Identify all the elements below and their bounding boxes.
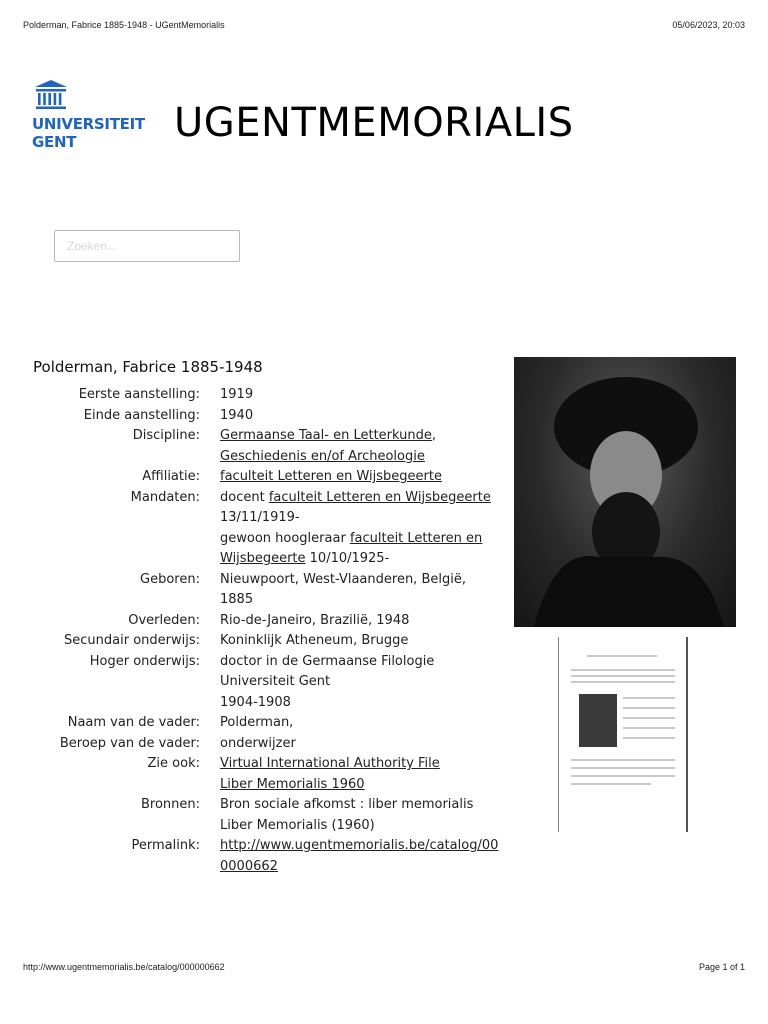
scan-text-line — [571, 675, 675, 677]
field-value-mandaten — [220, 488, 500, 570]
discipline-link-geschiedenis[interactable]: Geschiedenis en/of Archeologie — [220, 448, 425, 464]
print-footer-page: Page 1 of 1 — [698, 962, 745, 972]
field-value-bronnen — [220, 795, 500, 836]
field-value-beroep-vader: onderwijzer — [220, 735, 296, 751]
portrait-photo — [514, 357, 736, 627]
hoger-institution: Universiteit Gent — [220, 674, 331, 689]
print-footer-url: http://www.ugentmemorialis.be/catalog/000000662 — [23, 962, 225, 972]
record-fields — [40, 385, 500, 877]
field-row-hoger — [40, 652, 500, 714]
field-row-beroep-vader — [40, 734, 500, 755]
scan-text-line — [571, 775, 675, 777]
university-logo[interactable] — [32, 79, 145, 153]
field-row-permalink — [40, 836, 500, 877]
field-value-affiliatie — [220, 467, 500, 488]
bron-item: Liber Memorialis (1960) — [220, 817, 375, 833]
scan-text-line — [571, 767, 675, 769]
field-label: Einde aanstelling: — [83, 407, 200, 423]
scan-portrait — [579, 694, 617, 747]
discipline-link-germaanse[interactable]: Germaanse Taal- en Letterkunde — [220, 428, 432, 443]
permalink-link[interactable]: http://www.ugentmemorialis.be/catalog/000000662 — [220, 838, 499, 874]
field-label: Affiliatie: — [142, 469, 200, 484]
field-label: Secundair onderwijs: — [64, 633, 200, 648]
field-row-mandaten — [40, 488, 500, 570]
field-label: Eerste aanstelling: — [78, 387, 200, 402]
scan-text-line — [571, 681, 675, 683]
field-value-geboren: Nieuwpoort, West-Vlaanderen, België, 1885 — [220, 571, 466, 607]
logo-text-universiteit: UNIVERSITEIT — [32, 115, 145, 133]
field-value-secundair: Koninklijk Atheneum, Brugge — [220, 633, 409, 648]
print-footer — [23, 962, 745, 972]
hoger-period: 1904-1908 — [220, 694, 291, 710]
mandaat-date: 13/11/1919- — [220, 510, 300, 525]
search-input[interactable] — [54, 230, 240, 262]
field-value-hoger — [220, 652, 500, 714]
university-building-icon — [34, 79, 68, 111]
field-value-einde-aanstelling: 1940 — [220, 407, 254, 423]
field-row-geboren — [40, 570, 500, 611]
field-value-zie-ook — [220, 754, 500, 795]
logo-text-gent: GENT — [32, 133, 77, 151]
field-label: Discipline: — [132, 428, 200, 443]
liber-memorialis-link[interactable]: Liber Memorialis 1960 — [220, 776, 365, 792]
print-header — [23, 20, 745, 30]
bron-item: Bron sociale afkomst : liber memorialis — [220, 797, 474, 812]
print-header-datetime: 05/06/2023, 20:03 — [672, 20, 745, 30]
field-value-permalink — [220, 836, 500, 877]
field-label: Geboren: — [140, 571, 200, 587]
scan-text-line — [571, 669, 675, 671]
field-label: Mandaten: — [130, 489, 200, 505]
field-label: Beroep van de vader: — [59, 735, 200, 751]
field-value-discipline — [220, 426, 500, 467]
scan-text-line — [623, 707, 675, 709]
field-row-einde-aanstelling — [40, 406, 500, 427]
hoger-degree: doctor in de Germaanse Filologie — [220, 653, 435, 669]
mandaat-faculty-link[interactable]: faculteit Letteren en Wijsbegeerte — [268, 489, 491, 505]
site-title[interactable]: UGENTMEMORIALIS — [174, 100, 574, 146]
field-row-zie-ook — [40, 754, 500, 795]
scan-text-line — [571, 783, 651, 785]
field-row-discipline — [40, 426, 500, 467]
mandaat-role: gewoon hoogleraar — [220, 530, 350, 546]
field-row-affiliatie — [40, 467, 500, 488]
field-label: Permalink: — [131, 838, 200, 853]
field-label: Overleden: — [128, 612, 200, 628]
record-title: Polderman, Fabrice 1885-1948 — [33, 358, 263, 376]
field-label: Naam van de vader: — [67, 715, 200, 730]
field-row-secundair — [40, 631, 500, 652]
field-label: Zie ook: — [147, 756, 200, 771]
memorial-page-scan — [558, 637, 688, 832]
mandaat-faculty-link[interactable]: faculteit Letteren en Wijsbegeerte — [220, 530, 483, 566]
field-value-eerste-aanstelling: 1919 — [220, 387, 254, 402]
affiliatie-link[interactable]: faculteit Letteren en Wijsbegeerte — [220, 469, 442, 484]
scan-heading-line — [587, 655, 657, 657]
viaf-link[interactable]: Virtual International Authority File — [220, 756, 440, 771]
field-value-overleden: Rio-de-Janeiro, Brazilië, 1948 — [220, 612, 410, 628]
scan-text-line — [623, 717, 675, 719]
field-row-bronnen — [40, 795, 500, 836]
field-label: Hoger onderwijs: — [89, 653, 200, 669]
field-value-naam-vader: Polderman, — [220, 715, 294, 730]
scan-text-line — [623, 737, 675, 739]
scan-text-line — [571, 759, 675, 761]
field-row-naam-vader — [40, 713, 500, 734]
scan-text-line — [623, 727, 675, 729]
field-row-eerste-aanstelling — [40, 385, 500, 406]
field-row-overleden — [40, 611, 500, 632]
scan-text-line — [623, 697, 675, 699]
field-label: Bronnen: — [140, 797, 200, 812]
mandaat-role: docent — [220, 489, 269, 505]
mandaat-date: 10/10/1925- — [305, 551, 390, 566]
discipline-separator: , — [431, 428, 436, 443]
print-header-title: Polderman, Fabrice 1885-1948 - UGentMemorialis — [23, 20, 225, 30]
